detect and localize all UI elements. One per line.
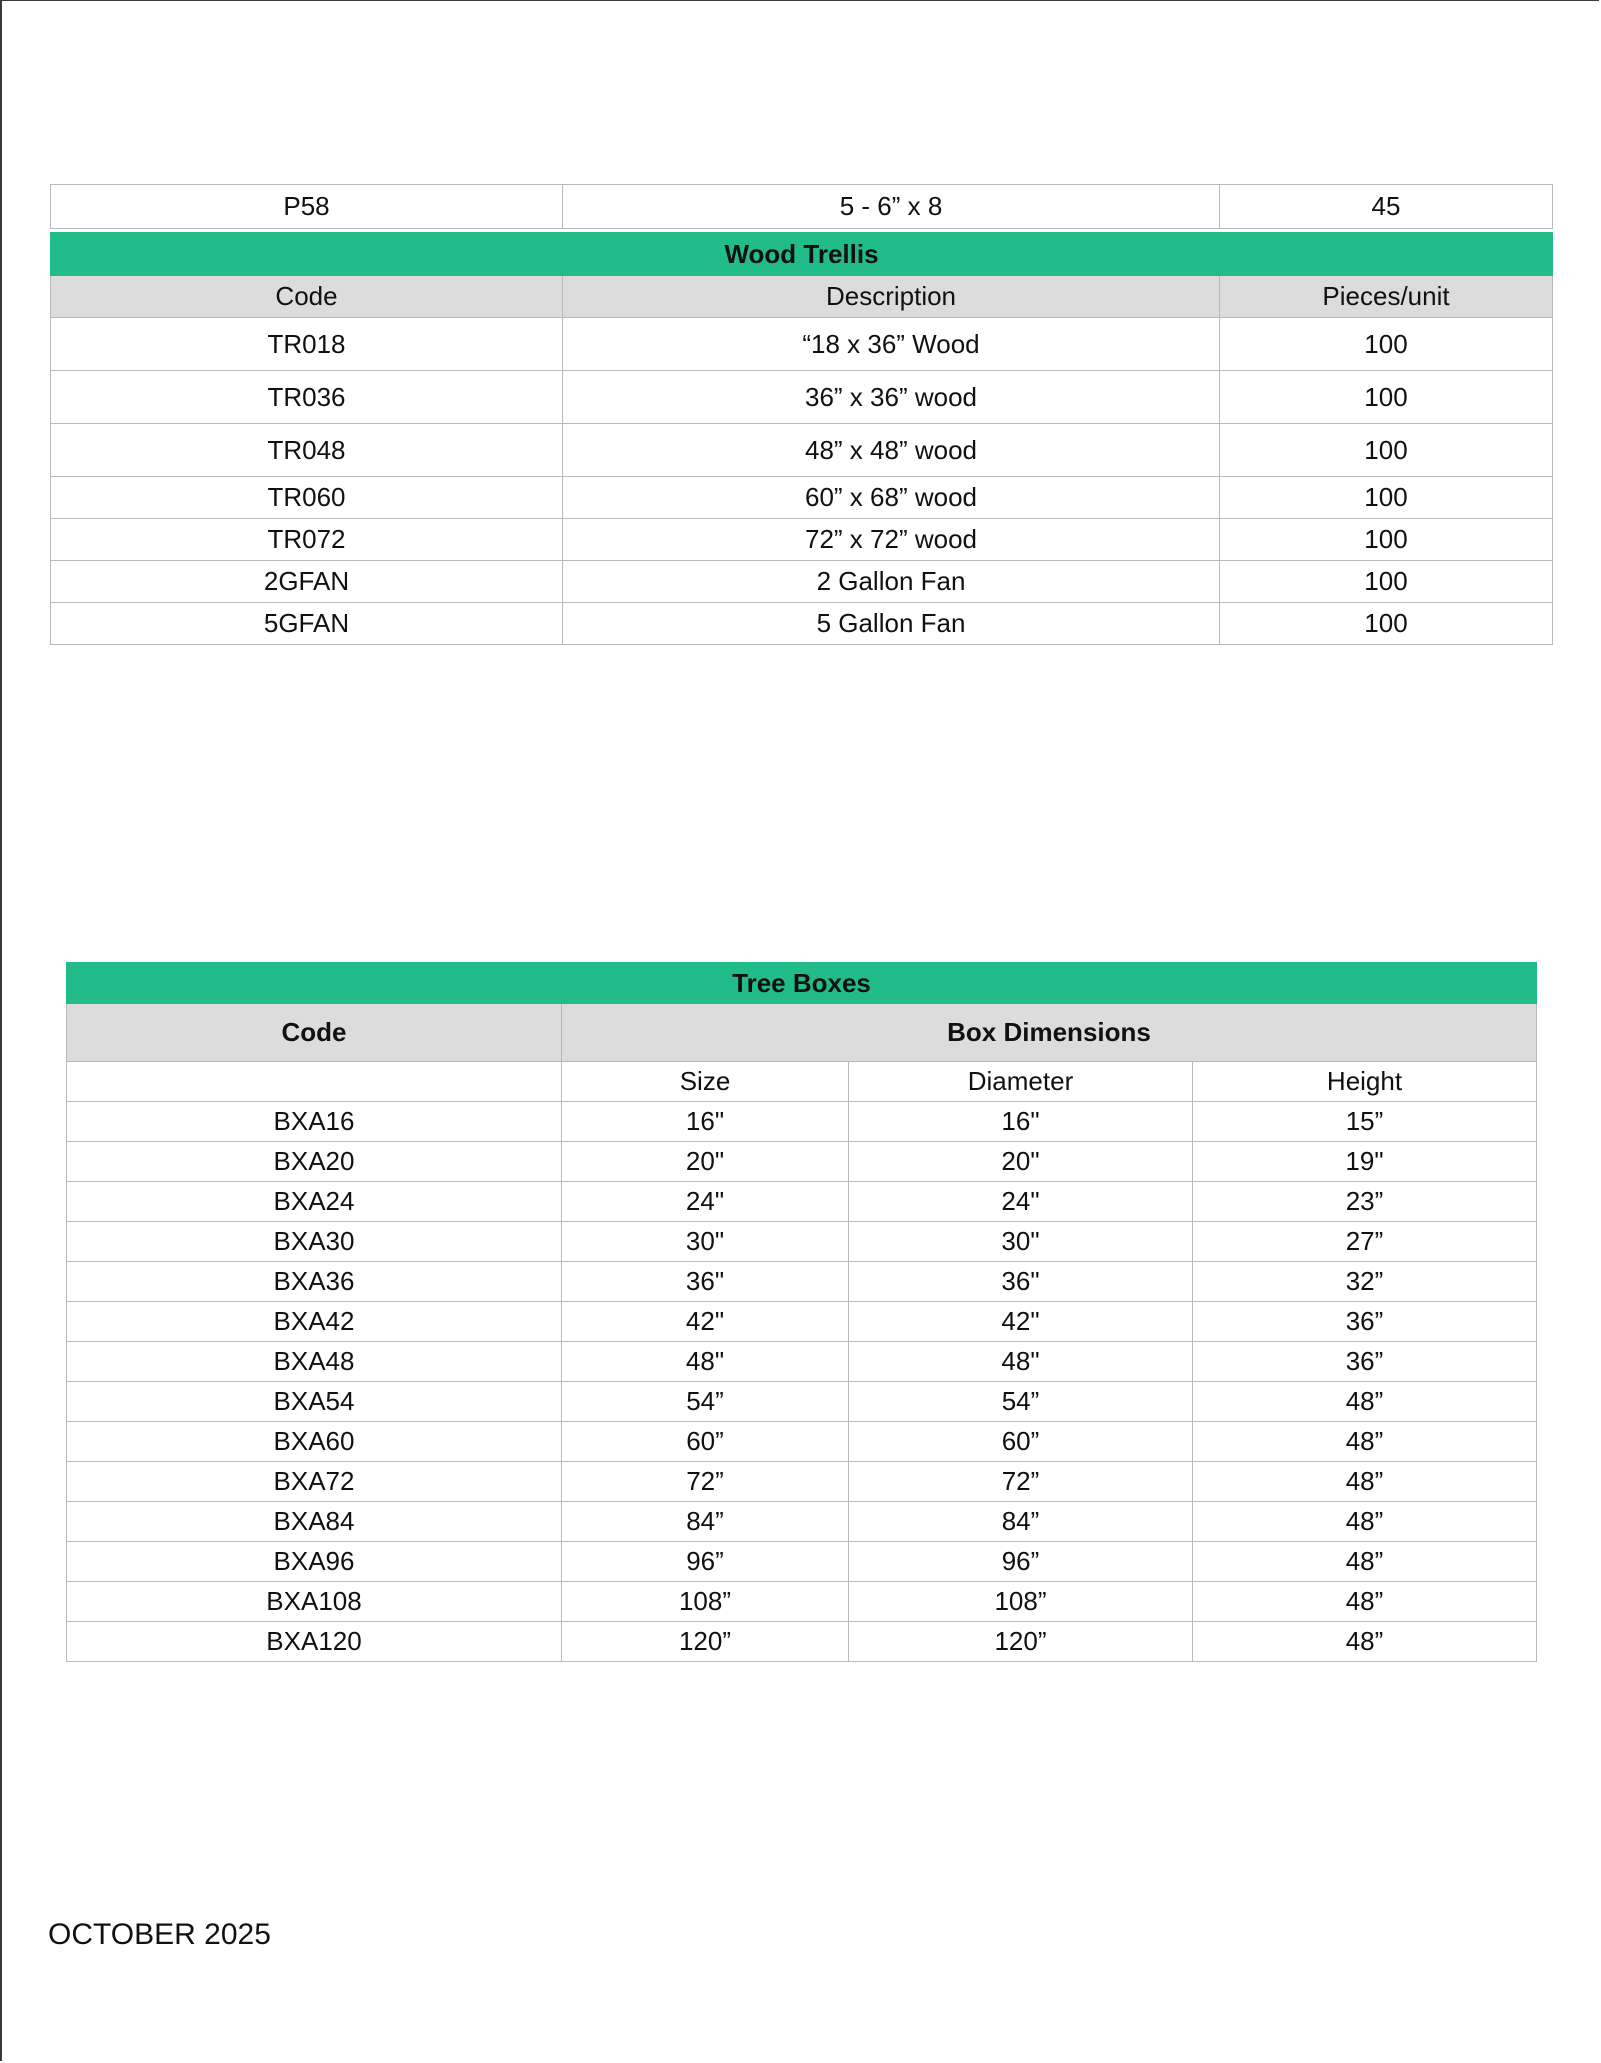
height-cell: 15” bbox=[1193, 1102, 1537, 1142]
height-cell: 48” bbox=[1193, 1542, 1537, 1582]
tree-boxes-table bbox=[66, 962, 1537, 1662]
pieces-cell: 45 bbox=[1220, 185, 1553, 229]
code-cell: BXA16 bbox=[67, 1102, 562, 1142]
description-cell: “18 x 36” Wood bbox=[563, 318, 1220, 371]
section-band bbox=[51, 233, 1553, 276]
table-row bbox=[67, 1542, 1537, 1582]
code-cell: TR036 bbox=[51, 371, 563, 424]
description-cell: 5 Gallon Fan bbox=[563, 603, 1220, 645]
table-row bbox=[67, 1582, 1537, 1622]
size-cell: 30" bbox=[562, 1222, 849, 1262]
height-cell: 23” bbox=[1193, 1182, 1537, 1222]
size-cell: 36" bbox=[562, 1262, 849, 1302]
code-cell: BXA120 bbox=[67, 1622, 562, 1662]
header-pieces: Pieces/unit bbox=[1220, 276, 1553, 318]
size-cell: 60” bbox=[562, 1422, 849, 1462]
table-row bbox=[67, 1422, 1537, 1462]
height-cell: 48” bbox=[1193, 1462, 1537, 1502]
diameter-cell: 30" bbox=[849, 1222, 1193, 1262]
code-cell: TR048 bbox=[51, 424, 563, 477]
height-cell: 48” bbox=[1193, 1622, 1537, 1662]
table-row bbox=[67, 1382, 1537, 1422]
code-cell: P58 bbox=[51, 185, 563, 229]
code-cell: BXA36 bbox=[67, 1262, 562, 1302]
size-cell: 16" bbox=[562, 1102, 849, 1142]
table-row bbox=[67, 1142, 1537, 1182]
size-cell: 48" bbox=[562, 1342, 849, 1382]
description-cell: 2 Gallon Fan bbox=[563, 561, 1220, 603]
code-cell: BXA54 bbox=[67, 1382, 562, 1422]
diameter-cell: 24" bbox=[849, 1182, 1193, 1222]
table-row bbox=[67, 1342, 1537, 1382]
size-cell: 24" bbox=[562, 1182, 849, 1222]
height-cell: 27” bbox=[1193, 1222, 1537, 1262]
pieces-cell: 100 bbox=[1220, 561, 1553, 603]
header-code: Code bbox=[51, 276, 563, 318]
table-row bbox=[51, 371, 1553, 424]
size-cell: 72” bbox=[562, 1462, 849, 1502]
header-description: Description bbox=[563, 276, 1220, 318]
size-cell: 84” bbox=[562, 1502, 849, 1542]
height-cell: 36” bbox=[1193, 1302, 1537, 1342]
code-cell: BXA108 bbox=[67, 1582, 562, 1622]
table-row bbox=[67, 1622, 1537, 1662]
pieces-cell: 100 bbox=[1220, 318, 1553, 371]
code-cell: BXA96 bbox=[67, 1542, 562, 1582]
section-title: Wood Trellis bbox=[51, 233, 1553, 276]
section-title: Tree Boxes bbox=[67, 963, 1537, 1004]
code-cell: BXA20 bbox=[67, 1142, 562, 1182]
code-cell: TR018 bbox=[51, 318, 563, 371]
diameter-cell: 20" bbox=[849, 1142, 1193, 1182]
code-cell: 5GFAN bbox=[51, 603, 563, 645]
table-row bbox=[51, 519, 1553, 561]
subheader-diameter: Diameter bbox=[849, 1062, 1193, 1102]
code-cell: BXA84 bbox=[67, 1502, 562, 1542]
table-row bbox=[51, 477, 1553, 519]
subheader-size: Size bbox=[562, 1062, 849, 1102]
table-row bbox=[51, 185, 1553, 229]
diameter-cell: 48" bbox=[849, 1342, 1193, 1382]
diameter-cell: 120” bbox=[849, 1622, 1193, 1662]
diameter-cell: 42" bbox=[849, 1302, 1193, 1342]
table-row bbox=[51, 318, 1553, 371]
section-band bbox=[67, 963, 1537, 1004]
table-row bbox=[67, 1182, 1537, 1222]
diameter-cell: 72” bbox=[849, 1462, 1193, 1502]
diameter-cell: 84” bbox=[849, 1502, 1193, 1542]
pieces-cell: 100 bbox=[1220, 519, 1553, 561]
description-cell: 60” x 68” wood bbox=[563, 477, 1220, 519]
header-row bbox=[51, 276, 1553, 318]
height-cell: 48” bbox=[1193, 1582, 1537, 1622]
subheader-row bbox=[67, 1062, 1537, 1102]
table-row bbox=[67, 1262, 1537, 1302]
size-cell: 108” bbox=[562, 1582, 849, 1622]
continued-table bbox=[50, 184, 1553, 229]
subheader-height: Height bbox=[1193, 1062, 1537, 1102]
size-cell: 54” bbox=[562, 1382, 849, 1422]
description-cell: 5 - 6” x 8 bbox=[563, 185, 1220, 229]
code-cell: 2GFAN bbox=[51, 561, 563, 603]
table-row bbox=[67, 1302, 1537, 1342]
code-cell: BXA60 bbox=[67, 1422, 562, 1462]
height-cell: 36” bbox=[1193, 1342, 1537, 1382]
size-cell: 42" bbox=[562, 1302, 849, 1342]
height-cell: 48” bbox=[1193, 1382, 1537, 1422]
code-cell: BXA42 bbox=[67, 1302, 562, 1342]
table-row bbox=[51, 561, 1553, 603]
size-cell: 120” bbox=[562, 1622, 849, 1662]
diameter-cell: 54” bbox=[849, 1382, 1193, 1422]
height-cell: 19" bbox=[1193, 1142, 1537, 1182]
subheader-empty bbox=[67, 1062, 562, 1102]
diameter-cell: 108” bbox=[849, 1582, 1193, 1622]
diameter-cell: 60” bbox=[849, 1422, 1193, 1462]
table-row bbox=[51, 424, 1553, 477]
code-cell: BXA72 bbox=[67, 1462, 562, 1502]
height-cell: 48” bbox=[1193, 1422, 1537, 1462]
footer-date: OCTOBER 2025 bbox=[48, 1918, 271, 1951]
diameter-cell: 36" bbox=[849, 1262, 1193, 1302]
pieces-cell: 100 bbox=[1220, 477, 1553, 519]
diameter-cell: 16" bbox=[849, 1102, 1193, 1142]
box-rows bbox=[67, 1102, 1537, 1662]
pieces-cell: 100 bbox=[1220, 424, 1553, 477]
height-cell: 32” bbox=[1193, 1262, 1537, 1302]
height-cell: 48” bbox=[1193, 1502, 1537, 1542]
header-box-dimensions: Box Dimensions bbox=[562, 1004, 1537, 1062]
pieces-cell: 100 bbox=[1220, 371, 1553, 424]
description-cell: 36” x 36” wood bbox=[563, 371, 1220, 424]
code-cell: BXA30 bbox=[67, 1222, 562, 1262]
table-row bbox=[67, 1462, 1537, 1502]
code-cell: BXA24 bbox=[67, 1182, 562, 1222]
pieces-cell: 100 bbox=[1220, 603, 1553, 645]
code-cell: TR072 bbox=[51, 519, 563, 561]
table-row bbox=[67, 1102, 1537, 1142]
description-cell: 48” x 48” wood bbox=[563, 424, 1220, 477]
size-cell: 96” bbox=[562, 1542, 849, 1582]
code-cell: TR060 bbox=[51, 477, 563, 519]
description-cell: 72” x 72” wood bbox=[563, 519, 1220, 561]
table-row bbox=[67, 1502, 1537, 1542]
table-row bbox=[67, 1222, 1537, 1262]
diameter-cell: 96” bbox=[849, 1542, 1193, 1582]
table-row bbox=[51, 603, 1553, 645]
size-cell: 20" bbox=[562, 1142, 849, 1182]
code-cell: BXA48 bbox=[67, 1342, 562, 1382]
header-code: Code bbox=[67, 1004, 562, 1062]
wood-trellis-table bbox=[50, 232, 1553, 645]
header-row bbox=[67, 1004, 1537, 1062]
